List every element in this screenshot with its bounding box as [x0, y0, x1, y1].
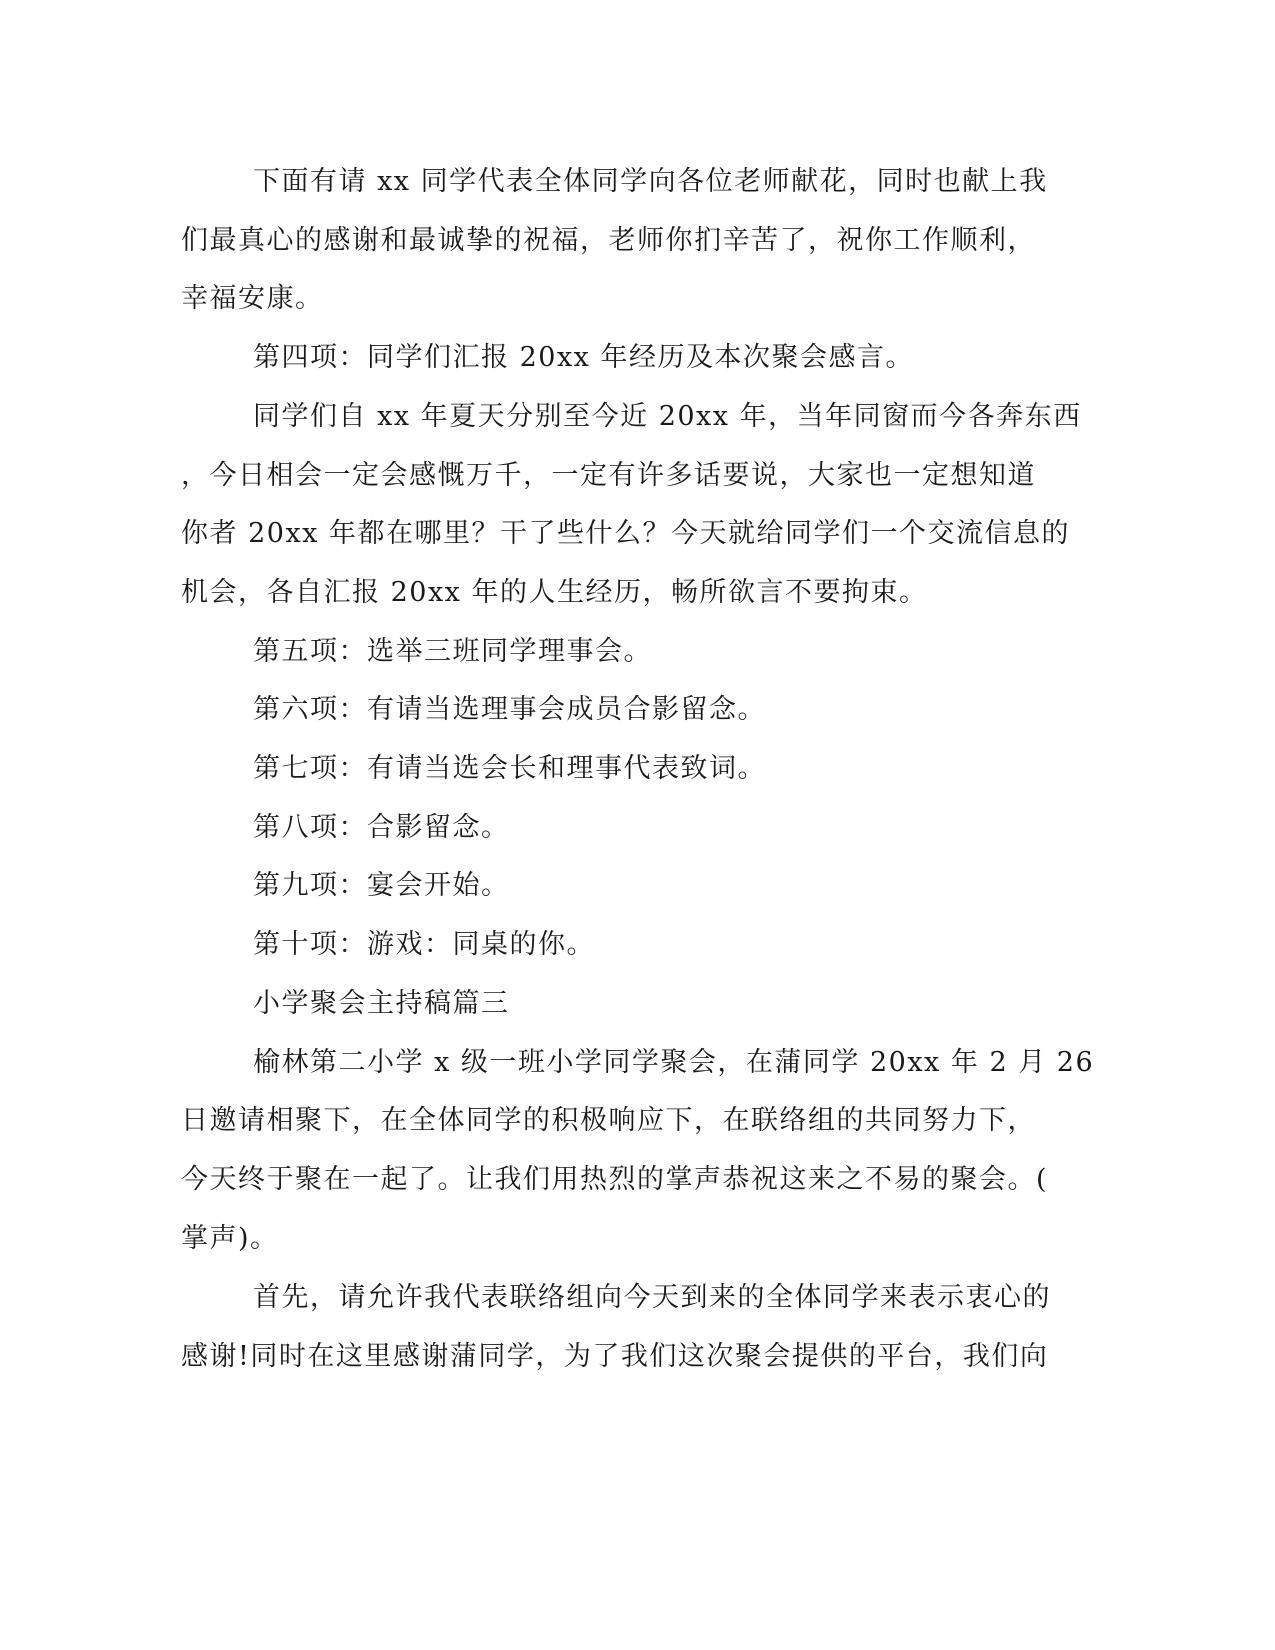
paragraph-line: 首先，请允许我代表联络组向今天到来的全体同学来表示衷心的: [253, 1282, 1051, 1313]
item-heading: 第十项：游戏：同桌的你。: [253, 929, 595, 960]
item-heading: 第四项：同学们汇报 20xx 年经历及本次聚会感言。: [253, 342, 914, 373]
paragraph-line: ，今日相会一定会感慨万千，一定有许多话要说，大家也一定想知道: [181, 460, 1036, 491]
item-heading: 第七项：有请当选会长和理事代表致词。: [253, 753, 766, 784]
paragraph-line: 掌声)。: [181, 1223, 279, 1254]
paragraph-line: 下面有请 xx 同学代表全体同学向各位老师献花，同时也献上我: [253, 166, 1048, 197]
item-heading: 第六项：有请当选理事会成员合影留念。: [253, 694, 766, 725]
paragraph-line: 今天终于聚在一起了。让我们用热烈的掌声恭祝这来之不易的聚会。(: [181, 1164, 1049, 1195]
paragraph-line: 幸福安康。: [181, 283, 324, 314]
paragraph-line: 你者 20xx 年都在哪里？干了些什么？今天就给同学们一个交流信息的: [181, 518, 1070, 549]
paragraph-line: 日邀请相聚下，在全体同学的积极响应下，在联络组的共同努力下，: [181, 1105, 1036, 1136]
paragraph-line: 机会，各自汇报 20xx 年的人生经历，畅所欲言不要拘束。: [181, 577, 928, 608]
paragraph-line: 榆林第二小学 x 级一班小学同学聚会，在蒲同学 20xx 年 2 月 26: [253, 1047, 1095, 1078]
section-title: 小学聚会主持稿篇三: [253, 988, 510, 1019]
paragraph-line: 同学们自 xx 年夏天分别至今近 20xx 年，当年同窗而今各奔东西: [253, 401, 1082, 432]
paragraph-line: 感谢!同时在这里感谢蒲同学，为了我们这次聚会提供的平台，我们向: [181, 1341, 1049, 1372]
paragraph-line: 们最真心的感谢和最诚挚的祝福，老师你扪辛苦了，祝你工作顺利，: [181, 225, 1036, 256]
item-heading: 第九项：宴会开始。: [253, 870, 510, 901]
item-heading: 第五项：选举三班同学理事会。: [253, 636, 652, 667]
item-heading: 第八项：合影留念。: [253, 812, 510, 843]
